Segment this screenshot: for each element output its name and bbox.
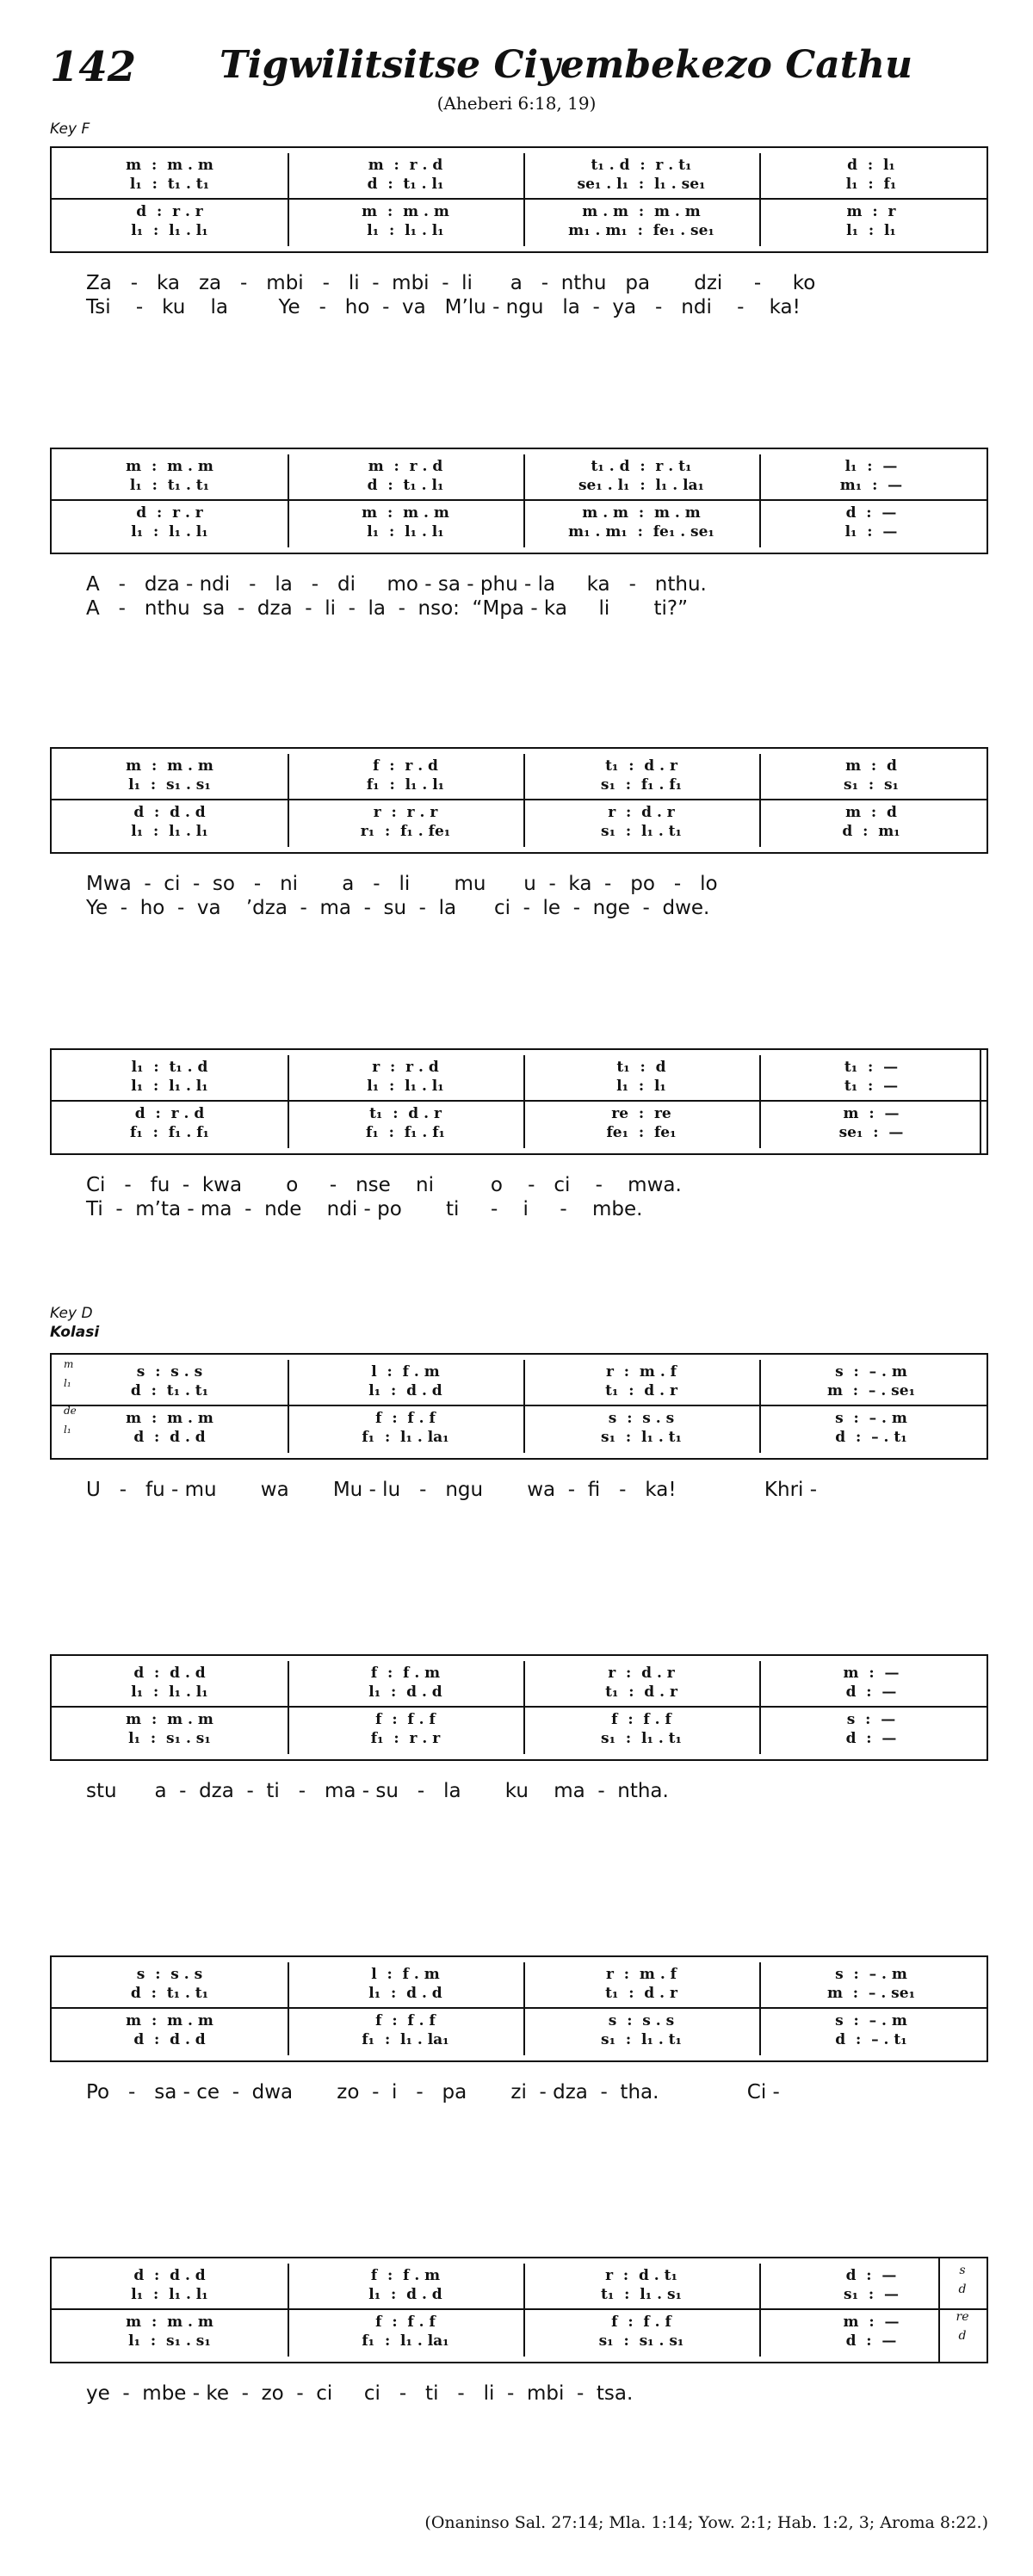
solfa-measure: r : m . f bbox=[606, 1966, 677, 1983]
solfa-measure: l₁ : t₁ . t₁ bbox=[129, 477, 210, 494]
solfa-measure: d : m₁ bbox=[842, 823, 900, 840]
barline bbox=[288, 153, 289, 246]
barline bbox=[759, 1962, 761, 2055]
solfa-measure: t₁ . d : r . t₁ bbox=[591, 157, 692, 174]
barline bbox=[523, 1661, 525, 1754]
ending-mark: d bbox=[958, 2283, 967, 2296]
solfa-measure: s₁ : — bbox=[844, 2286, 899, 2303]
barline bbox=[288, 454, 289, 547]
solfa-measure: s₁ : l₁ . t₁ bbox=[601, 823, 682, 840]
hymn-title: Tigwilitsitse Ciyembekezo Cathu bbox=[220, 43, 913, 87]
barline bbox=[759, 454, 761, 547]
solfa-measure: fe₁ : fe₁ bbox=[606, 1124, 677, 1141]
voice-label: m bbox=[64, 1358, 74, 1370]
solfa-measure: r₁ : f₁ . fe₁ bbox=[360, 823, 451, 840]
solfa-measure: r : m . f bbox=[606, 1363, 677, 1381]
lyric-line: Mwa - ci - so - ni a - li mu u - ka - po - lo bbox=[86, 873, 718, 895]
solfa-measure: t₁ : d . r bbox=[369, 1105, 442, 1122]
solfa-measure: l₁ : s₁ . s₁ bbox=[128, 2332, 211, 2350]
music-staff bbox=[50, 448, 988, 554]
solfa-measure: l₁ : l₁ . l₁ bbox=[367, 222, 444, 239]
lyric-line: stu a - dza - ti - ma - su - la ku ma - ntha. bbox=[86, 1780, 669, 1802]
solfa-measure: d : r . r bbox=[136, 203, 203, 220]
solfa-measure: m : – . se₁ bbox=[826, 1382, 916, 1399]
scripture-reference: (Aheberi 6:18, 19) bbox=[436, 93, 597, 114]
solfa-measure: r : d . r bbox=[608, 1665, 675, 1682]
solfa-measure: d : d . d bbox=[133, 1429, 206, 1446]
solfa-measure: s : s . s bbox=[608, 2012, 675, 2029]
solfa-measure: d : r . d bbox=[134, 1105, 205, 1122]
solfa-measure: l₁ : d . d bbox=[368, 1683, 442, 1701]
solfa-measure: m : m . m bbox=[362, 504, 449, 522]
solfa-measure: se₁ : — bbox=[838, 1124, 904, 1141]
solfa-measure: d : t₁ . l₁ bbox=[367, 176, 444, 193]
solfa-measure: re : re bbox=[611, 1105, 671, 1122]
solfa-measure: f₁ : r . r bbox=[370, 1730, 441, 1747]
solfa-measure: l₁ : d . d bbox=[368, 1382, 442, 1399]
solfa-measure: m : r bbox=[846, 203, 896, 220]
solfa-measure: f : f . f bbox=[611, 2313, 671, 2331]
barline bbox=[759, 754, 761, 847]
solfa-measure: d : r . r bbox=[136, 504, 203, 522]
solfa-measure: t₁ : — bbox=[844, 1059, 899, 1076]
solfa-measure: f : f . f bbox=[611, 1711, 671, 1728]
solfa-measure: s : – . m bbox=[835, 2012, 907, 2029]
solfa-measure: m : – . se₁ bbox=[826, 1985, 916, 2002]
barline bbox=[288, 2264, 289, 2357]
lyric-line: A - nthu sa - dza - li - la - nso: “Mpa - ka li ti?” bbox=[86, 597, 688, 620]
solfa-measure: l₁ : t₁ . t₁ bbox=[129, 176, 210, 193]
solfa-measure: t₁ : d . r bbox=[605, 757, 677, 775]
solfa-measure: m : m . m bbox=[126, 458, 213, 475]
solfa-measure: s : – . m bbox=[835, 1363, 907, 1381]
barline bbox=[288, 1661, 289, 1754]
staff-divider bbox=[52, 799, 987, 800]
solfa-measure: l₁ : l₁ . l₁ bbox=[131, 1078, 208, 1095]
music-staff bbox=[50, 1353, 988, 1460]
solfa-measure: m : — bbox=[843, 1665, 900, 1682]
solfa-measure: f : f . m bbox=[370, 2267, 441, 2284]
solfa-measure: r : d . t₁ bbox=[605, 2267, 677, 2284]
staff-divider bbox=[52, 198, 987, 200]
solfa-measure: m . m : m . m bbox=[582, 504, 701, 522]
solfa-measure: t₁ : l₁ . s₁ bbox=[601, 2286, 682, 2303]
voice-label: l₁ bbox=[64, 1377, 71, 1389]
solfa-measure: l₁ : s₁ . s₁ bbox=[128, 776, 211, 794]
solfa-measure: r : r . d bbox=[372, 1059, 439, 1076]
lyric-line: A - dza - ndi - la - di mo - sa - phu - la ka - nthu. bbox=[86, 573, 707, 596]
music-staff bbox=[50, 146, 988, 253]
barline bbox=[523, 2264, 525, 2357]
barline bbox=[523, 1055, 525, 1148]
solfa-measure: s₁ : s₁ . s₁ bbox=[598, 2332, 684, 2350]
staff-divider bbox=[52, 1706, 987, 1708]
solfa-measure: f₁ : f₁ . f₁ bbox=[366, 1124, 445, 1141]
barline bbox=[523, 454, 525, 547]
solfa-measure: f : f . f bbox=[375, 2012, 436, 2029]
solfa-measure: f : f . m bbox=[370, 1665, 441, 1682]
music-staff bbox=[50, 1048, 988, 1155]
voice-label: de bbox=[64, 1405, 77, 1417]
barline bbox=[288, 754, 289, 847]
lyric-line: Tsi - ku la Ye - ho - va M’lu - ngu la - ya - ndi - ka! bbox=[86, 296, 801, 318]
solfa-measure: m : d bbox=[845, 804, 897, 821]
solfa-measure: s₁ : l₁ . t₁ bbox=[601, 1429, 682, 1446]
music-staff bbox=[50, 1955, 988, 2062]
key-label-verse: Key F bbox=[50, 120, 90, 138]
solfa-measure: l : f . m bbox=[371, 1966, 440, 1983]
solfa-measure: l₁ : — bbox=[844, 458, 898, 475]
solfa-measure: r : d . r bbox=[608, 804, 675, 821]
solfa-measure: d : — bbox=[845, 2332, 897, 2350]
solfa-measure: s₁ : s₁ bbox=[844, 776, 899, 794]
solfa-measure: f : f . f bbox=[375, 1410, 436, 1427]
solfa-measure: s : – . m bbox=[835, 1410, 907, 1427]
solfa-measure: d : t₁ . l₁ bbox=[367, 477, 444, 494]
solfa-measure: d : — bbox=[845, 1683, 897, 1701]
solfa-measure: t₁ : d . r bbox=[605, 1683, 677, 1701]
staff-divider bbox=[52, 2007, 987, 2009]
solfa-measure: f : f . f bbox=[375, 1711, 436, 1728]
barline bbox=[288, 1055, 289, 1148]
solfa-measure: s : s . s bbox=[136, 1966, 203, 1983]
solfa-measure: d : — bbox=[845, 1730, 897, 1747]
solfa-measure: f₁ : f₁ . f₁ bbox=[130, 1124, 209, 1141]
solfa-measure: m : m . m bbox=[126, 2313, 213, 2331]
ending-mark: re bbox=[956, 2310, 969, 2324]
solfa-measure: l₁ : d . d bbox=[368, 2286, 442, 2303]
solfa-measure: m : — bbox=[843, 2313, 900, 2331]
lyric-line: ye - mbe - ke - zo - ci ci - ti - li - mbi - tsa. bbox=[86, 2382, 634, 2405]
voice-label: l₁ bbox=[64, 1424, 71, 1436]
solfa-measure: l₁ : f₁ bbox=[845, 176, 897, 193]
solfa-measure: m : — bbox=[843, 1105, 900, 1122]
footer-references: (Onaninso Sal. 27:14; Mla. 1:14; Yow. 2:1; Hab. 1:2, 3; Aroma 8:22.) bbox=[424, 2513, 988, 2532]
solfa-measure: f₁ : l₁ . la₁ bbox=[362, 1429, 449, 1446]
music-staff bbox=[50, 1654, 988, 1761]
solfa-measure: s₁ : l₁ . t₁ bbox=[601, 2031, 682, 2048]
solfa-measure: m : m . m bbox=[362, 203, 449, 220]
lyric-line: Po - sa - ce - dwa zo - i - pa zi - dza - tha. Ci - bbox=[86, 2081, 780, 2103]
barline bbox=[288, 1962, 289, 2055]
staff-divider bbox=[52, 1405, 987, 1406]
barline bbox=[759, 153, 761, 246]
lyric-line: Ci - fu - kwa o - nse ni o - ci - mwa. bbox=[86, 1174, 682, 1196]
barline bbox=[523, 1360, 525, 1453]
solfa-measure: l₁ : l₁ . l₁ bbox=[131, 823, 208, 840]
solfa-measure: m : r . d bbox=[368, 157, 443, 174]
solfa-measure: s₁ : l₁ . t₁ bbox=[601, 1730, 682, 1747]
solfa-measure: l₁ : t₁ . d bbox=[131, 1059, 208, 1076]
ending-mark: d bbox=[958, 2329, 967, 2343]
solfa-measure: s : — bbox=[846, 1711, 896, 1728]
solfa-measure: f : f . f bbox=[375, 2313, 436, 2331]
barline bbox=[759, 1055, 761, 1148]
solfa-measure: l : f . m bbox=[371, 1363, 440, 1381]
solfa-measure: f₁ : l₁ . la₁ bbox=[362, 2031, 449, 2048]
solfa-measure: s : – . m bbox=[835, 1966, 907, 1983]
staff-divider bbox=[52, 1100, 987, 1102]
solfa-measure: l₁ : l₁ . l₁ bbox=[131, 523, 208, 541]
solfa-measure: t₁ : d bbox=[616, 1059, 666, 1076]
lyric-line: U - fu - mu wa Mu - lu - ngu wa - fi - ka! Khri - bbox=[86, 1479, 818, 1501]
solfa-measure: d : d . d bbox=[133, 2031, 206, 2048]
solfa-measure: m : r . d bbox=[368, 458, 443, 475]
solfa-measure: d : l₁ bbox=[847, 157, 895, 174]
solfa-measure: l₁ : l₁ . l₁ bbox=[131, 2286, 208, 2303]
solfa-measure: d : d . d bbox=[133, 2267, 206, 2284]
solfa-measure: d : d . d bbox=[133, 1665, 206, 1682]
solfa-measure: d : – . t₁ bbox=[835, 1429, 907, 1446]
solfa-measure: m : d bbox=[845, 757, 897, 775]
solfa-measure: t₁ : — bbox=[844, 1078, 899, 1095]
solfa-measure: l₁ : s₁ . s₁ bbox=[128, 1730, 211, 1747]
solfa-measure: l₁ : l₁ . l₁ bbox=[131, 222, 208, 239]
key-label-chorus: Key D bbox=[50, 1305, 93, 1322]
solfa-measure: l₁ : l₁ . l₁ bbox=[367, 1078, 444, 1095]
solfa-measure: l₁ : l₁ bbox=[616, 1078, 666, 1095]
solfa-measure: s₁ : f₁ . f₁ bbox=[600, 776, 683, 794]
solfa-measure: d : — bbox=[845, 2267, 897, 2284]
solfa-measure: m : m . m bbox=[126, 1711, 213, 1728]
solfa-measure: t₁ . d : r . t₁ bbox=[591, 458, 692, 475]
solfa-measure: l₁ : d . d bbox=[368, 1985, 442, 2002]
solfa-measure: m : m . m bbox=[126, 1410, 213, 1427]
final-barline bbox=[980, 1050, 981, 1153]
solfa-measure: d : d . d bbox=[133, 804, 206, 821]
barline bbox=[523, 153, 525, 246]
barline bbox=[759, 2264, 761, 2357]
music-staff bbox=[50, 2257, 988, 2363]
solfa-measure: l₁ : l₁ . l₁ bbox=[367, 523, 444, 541]
chorus-label: Kolasi bbox=[50, 1324, 100, 1341]
music-staff bbox=[50, 747, 988, 854]
solfa-measure: t₁ : d . r bbox=[605, 1382, 677, 1399]
solfa-measure: t₁ : d . r bbox=[605, 1985, 677, 2002]
solfa-measure: s : s . s bbox=[136, 1363, 203, 1381]
hymn-number: 142 bbox=[50, 43, 137, 91]
barline bbox=[759, 1360, 761, 1453]
solfa-measure: m : m . m bbox=[126, 2012, 213, 2029]
lyric-line: Ti - m’ta - ma - nde ndi - po ti - i - mbe. bbox=[86, 1198, 643, 1220]
barline bbox=[523, 1962, 525, 2055]
solfa-measure: se₁ . l₁ : l₁ . la₁ bbox=[578, 477, 705, 494]
solfa-measure: d : t₁ . t₁ bbox=[130, 1985, 209, 2002]
barline bbox=[288, 1360, 289, 1453]
solfa-measure: se₁ . l₁ : l₁ . se₁ bbox=[577, 176, 706, 193]
solfa-measure: f₁ : l₁ . la₁ bbox=[362, 2332, 449, 2350]
solfa-measure: l₁ : l₁ bbox=[846, 222, 896, 239]
solfa-measure: m₁ : — bbox=[839, 477, 903, 494]
ending-mark: s bbox=[959, 2264, 966, 2277]
staff-divider bbox=[52, 2308, 987, 2310]
solfa-measure: s : s . s bbox=[608, 1410, 675, 1427]
solfa-measure: r : r . r bbox=[373, 804, 438, 821]
solfa-measure: f₁ : l₁ . l₁ bbox=[366, 776, 445, 794]
barline bbox=[759, 1661, 761, 1754]
solfa-measure: m₁ . m₁ : fe₁ . se₁ bbox=[568, 523, 714, 541]
solfa-measure: m₁ . m₁ : fe₁ . se₁ bbox=[568, 222, 714, 239]
solfa-measure: l₁ : l₁ . l₁ bbox=[131, 1683, 208, 1701]
barline bbox=[523, 754, 525, 847]
solfa-measure: d : t₁ . t₁ bbox=[130, 1382, 209, 1399]
staff-divider bbox=[52, 499, 987, 501]
lyric-line: Za - ka za - mbi - li - mbi - li a - nthu pa dzi - ko bbox=[86, 272, 816, 294]
solfa-measure: d : – . t₁ bbox=[835, 2031, 907, 2048]
solfa-measure: d : — bbox=[845, 504, 897, 522]
solfa-measure: m : m . m bbox=[126, 157, 213, 174]
solfa-measure: m . m : m . m bbox=[582, 203, 701, 220]
solfa-measure: f : r . d bbox=[373, 757, 438, 775]
lyric-line: Ye - ho - va ’dza - ma - su - la ci - le - nge - dwe. bbox=[86, 897, 710, 919]
solfa-measure: m : m . m bbox=[126, 757, 213, 775]
solfa-measure: l₁ : — bbox=[844, 523, 898, 541]
